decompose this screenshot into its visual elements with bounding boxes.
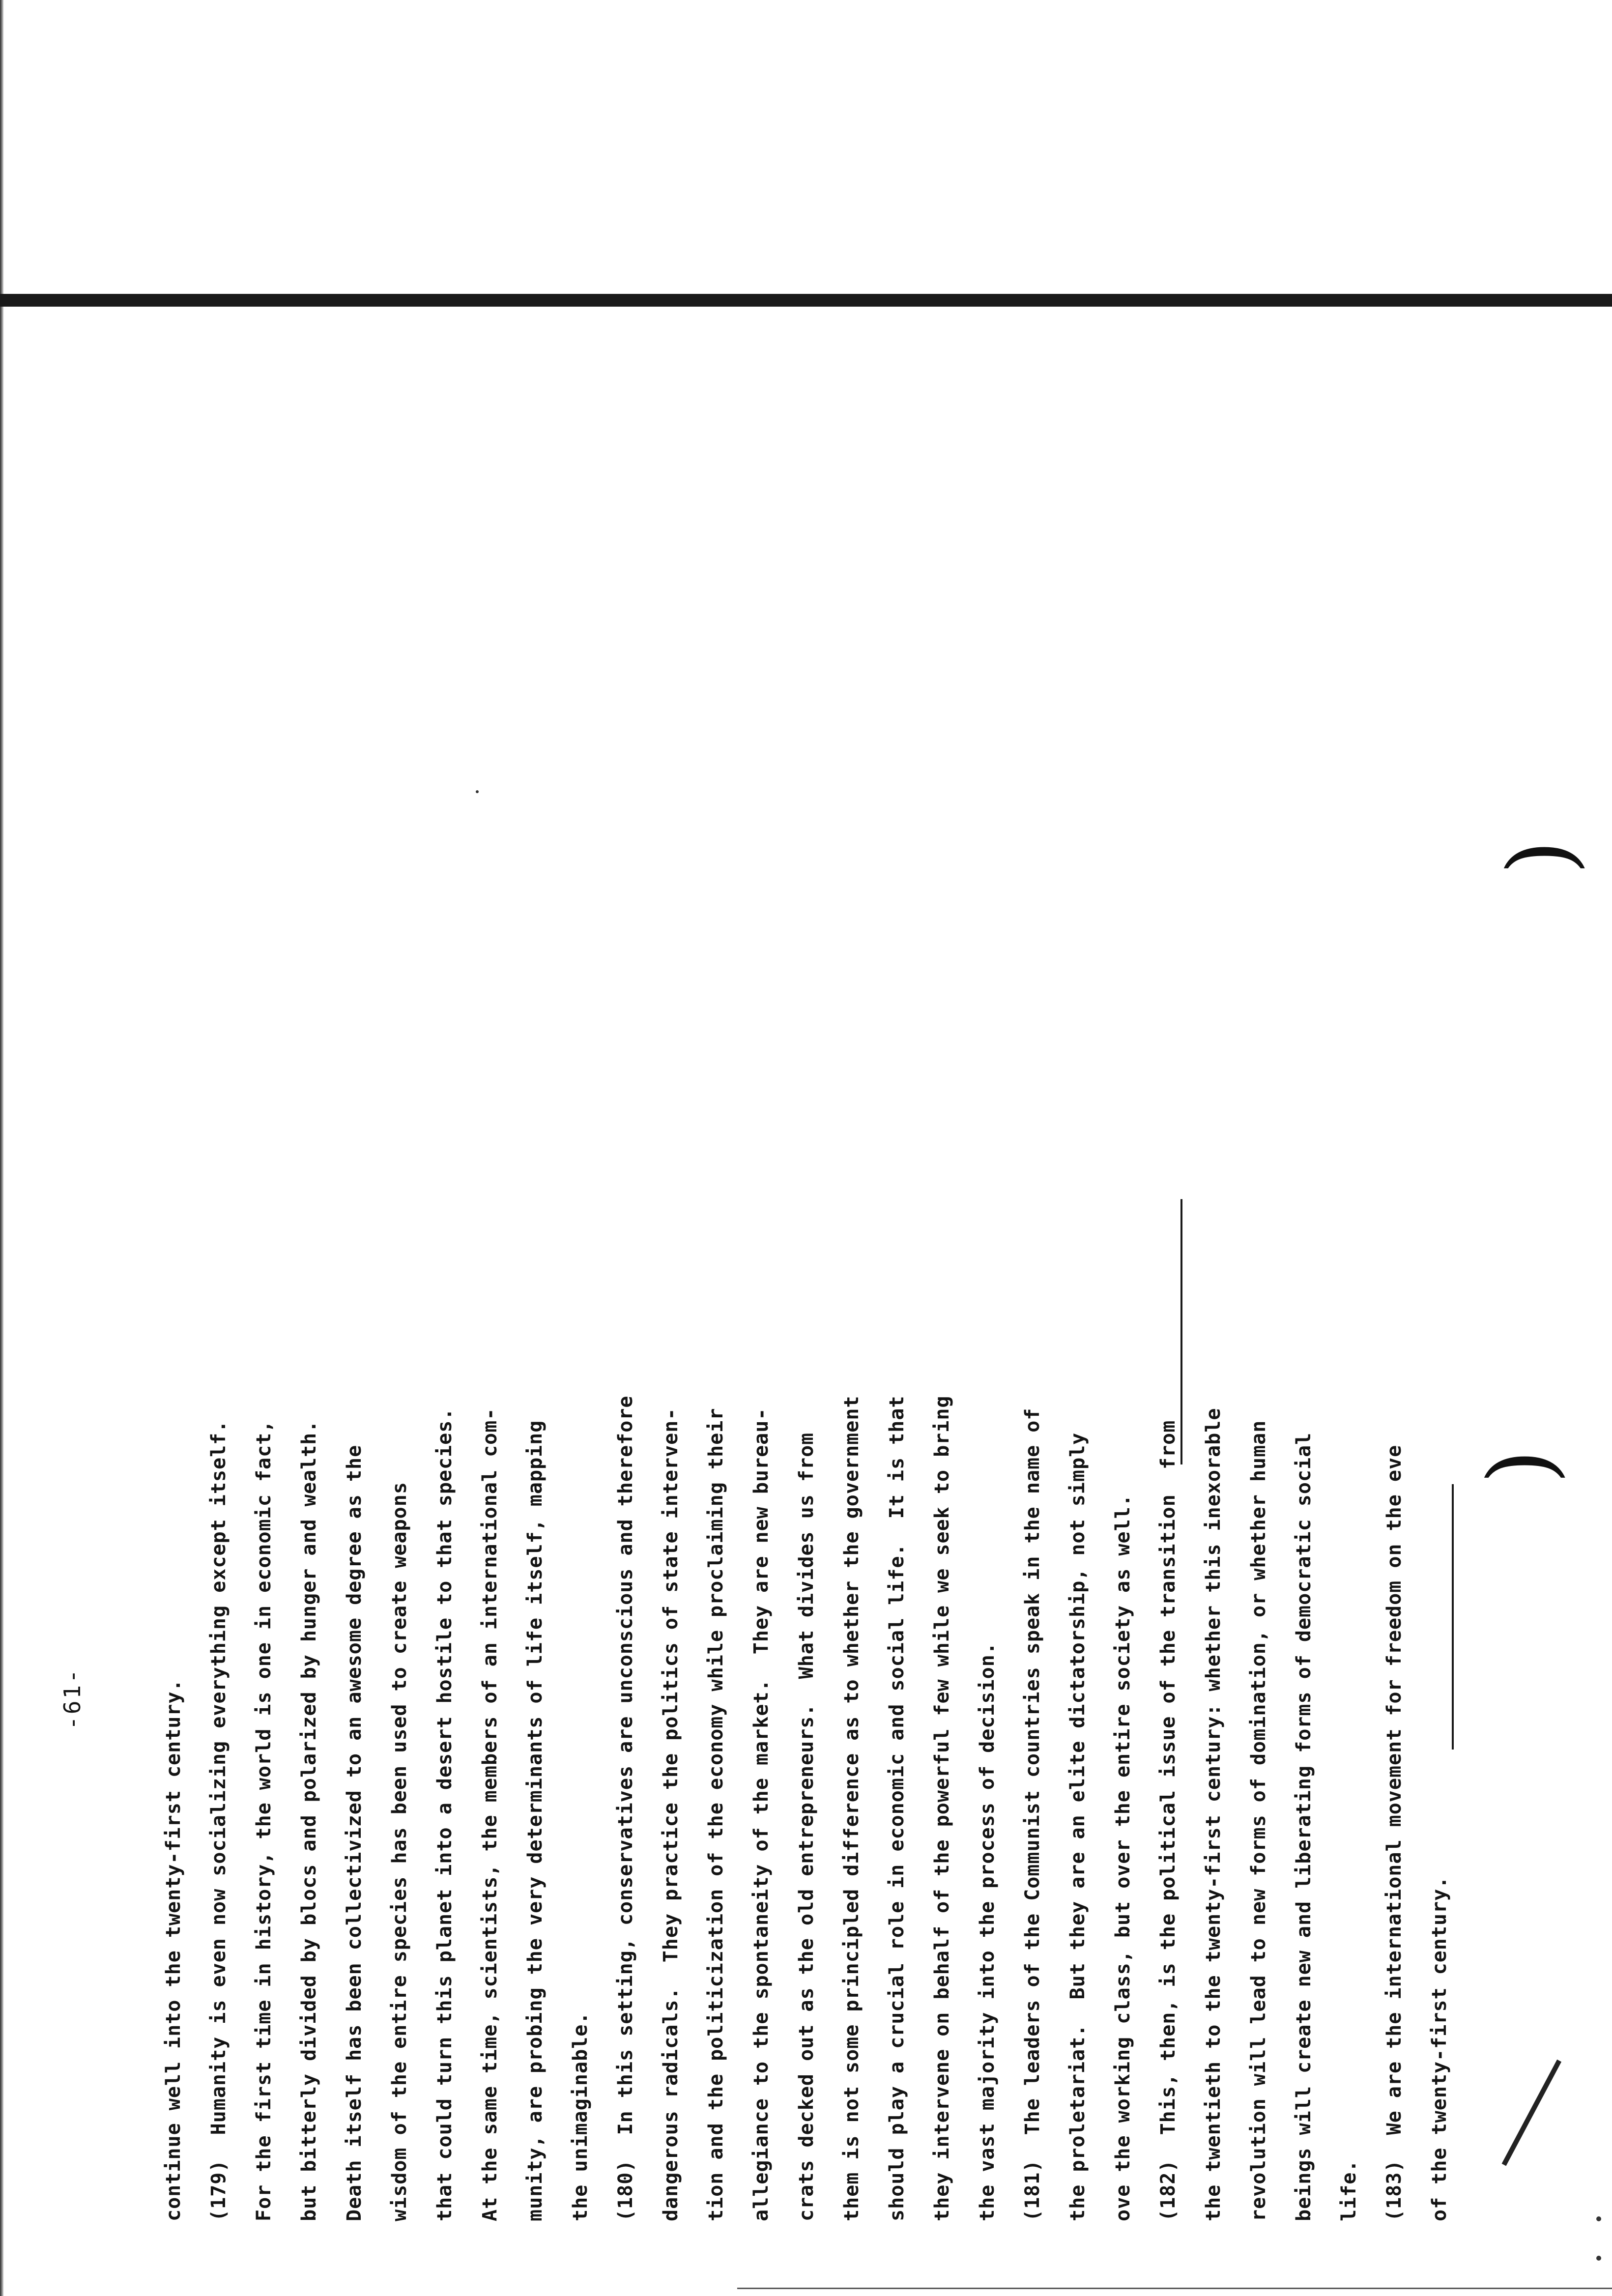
scan-bottom-edge bbox=[737, 2288, 1612, 2289]
text-line: revolution will lead to new forms of domination, or whether human bbox=[1247, 1420, 1270, 2221]
text-line: (181) The leaders of the Communist countries speak in the name of bbox=[1021, 1407, 1044, 2221]
scan-left-edge bbox=[0, 0, 4, 2296]
text-line: life. bbox=[1338, 2159, 1360, 2221]
scan-dot bbox=[476, 790, 479, 793]
paren-mark: ) bbox=[1489, 840, 1592, 875]
text-line: dangerous radicals. They practice the politics of state interven- bbox=[660, 1407, 682, 2221]
text-line: they intervene on behalf of the powerful few while we seek to bring bbox=[931, 1395, 953, 2221]
text-line: allegiance to the spontaneity of the market. They are new bureau- bbox=[750, 1407, 773, 2221]
text-line: of the twenty-first century. bbox=[1428, 1876, 1451, 2221]
text-line: beings will create new and liberating forms of democratic social bbox=[1293, 1432, 1315, 2221]
text-line: crats decked out as the old entrepreneurs. What divides us from bbox=[795, 1432, 818, 2221]
text-line: that could turn this planet into a desert hostile to that species. bbox=[433, 1407, 456, 2221]
text-line: (183) We are the international movement for freedom on the eve bbox=[1383, 1444, 1406, 2221]
paren-mark: ) bbox=[1469, 1449, 1573, 1484]
text-line: wisdom of the entire species has been used to create weapons bbox=[388, 1482, 411, 2221]
text-line: the proletariat. But they are an elite dictatorship, not simply bbox=[1066, 1432, 1089, 2221]
underline-stroke bbox=[1452, 1484, 1454, 1750]
text-line: Death itself has been collectivized to an awesome degree as the bbox=[343, 1444, 366, 2221]
text-line: munity, are probing the very determinants of life itself, mapping bbox=[524, 1420, 547, 2221]
text-line: should play a crucial role in economic and social life. It is that bbox=[886, 1395, 908, 2221]
horizontal-rule bbox=[0, 294, 1612, 307]
text-line: but bitterly divided by blocs and polarized by hunger and wealth. bbox=[298, 1420, 320, 2221]
text-line: the twentieth to the twenty-first century: whether this inexorable bbox=[1202, 1407, 1225, 2221]
underline-stroke bbox=[1180, 1199, 1182, 1464]
text-line: the vast majority into the process of decision. bbox=[976, 1642, 999, 2221]
text-line: For the first time in history, the world is one in economic fact, bbox=[253, 1420, 275, 2221]
text-line: At the same time, scientists, the members of an international com- bbox=[479, 1407, 501, 2221]
text-line: continue well into the twenty-first century. bbox=[162, 1679, 185, 2221]
text-line: the unimaginable. bbox=[569, 2011, 592, 2221]
scan-dot bbox=[1596, 2256, 1601, 2261]
text-line: ove the working class, but over the entire society as well. bbox=[1112, 1494, 1134, 2221]
scan-dot bbox=[1596, 2216, 1601, 2221]
corner-mark bbox=[1502, 2060, 1562, 2166]
text-line: tion and the politicization of the economy while proclaiming their bbox=[705, 1407, 727, 2221]
page-number: -61- bbox=[59, 1667, 86, 1730]
text-line: (179) Humanity is even now socializing everything except itself. bbox=[207, 1420, 230, 2221]
text-line: (180) In this setting, conservatives are unconscious and therefore bbox=[614, 1395, 637, 2221]
text-line: (182) This, then, is the political issue of the transition from bbox=[1157, 1420, 1180, 2221]
text-line: them is not some principled difference as to whether the government bbox=[840, 1395, 863, 2221]
